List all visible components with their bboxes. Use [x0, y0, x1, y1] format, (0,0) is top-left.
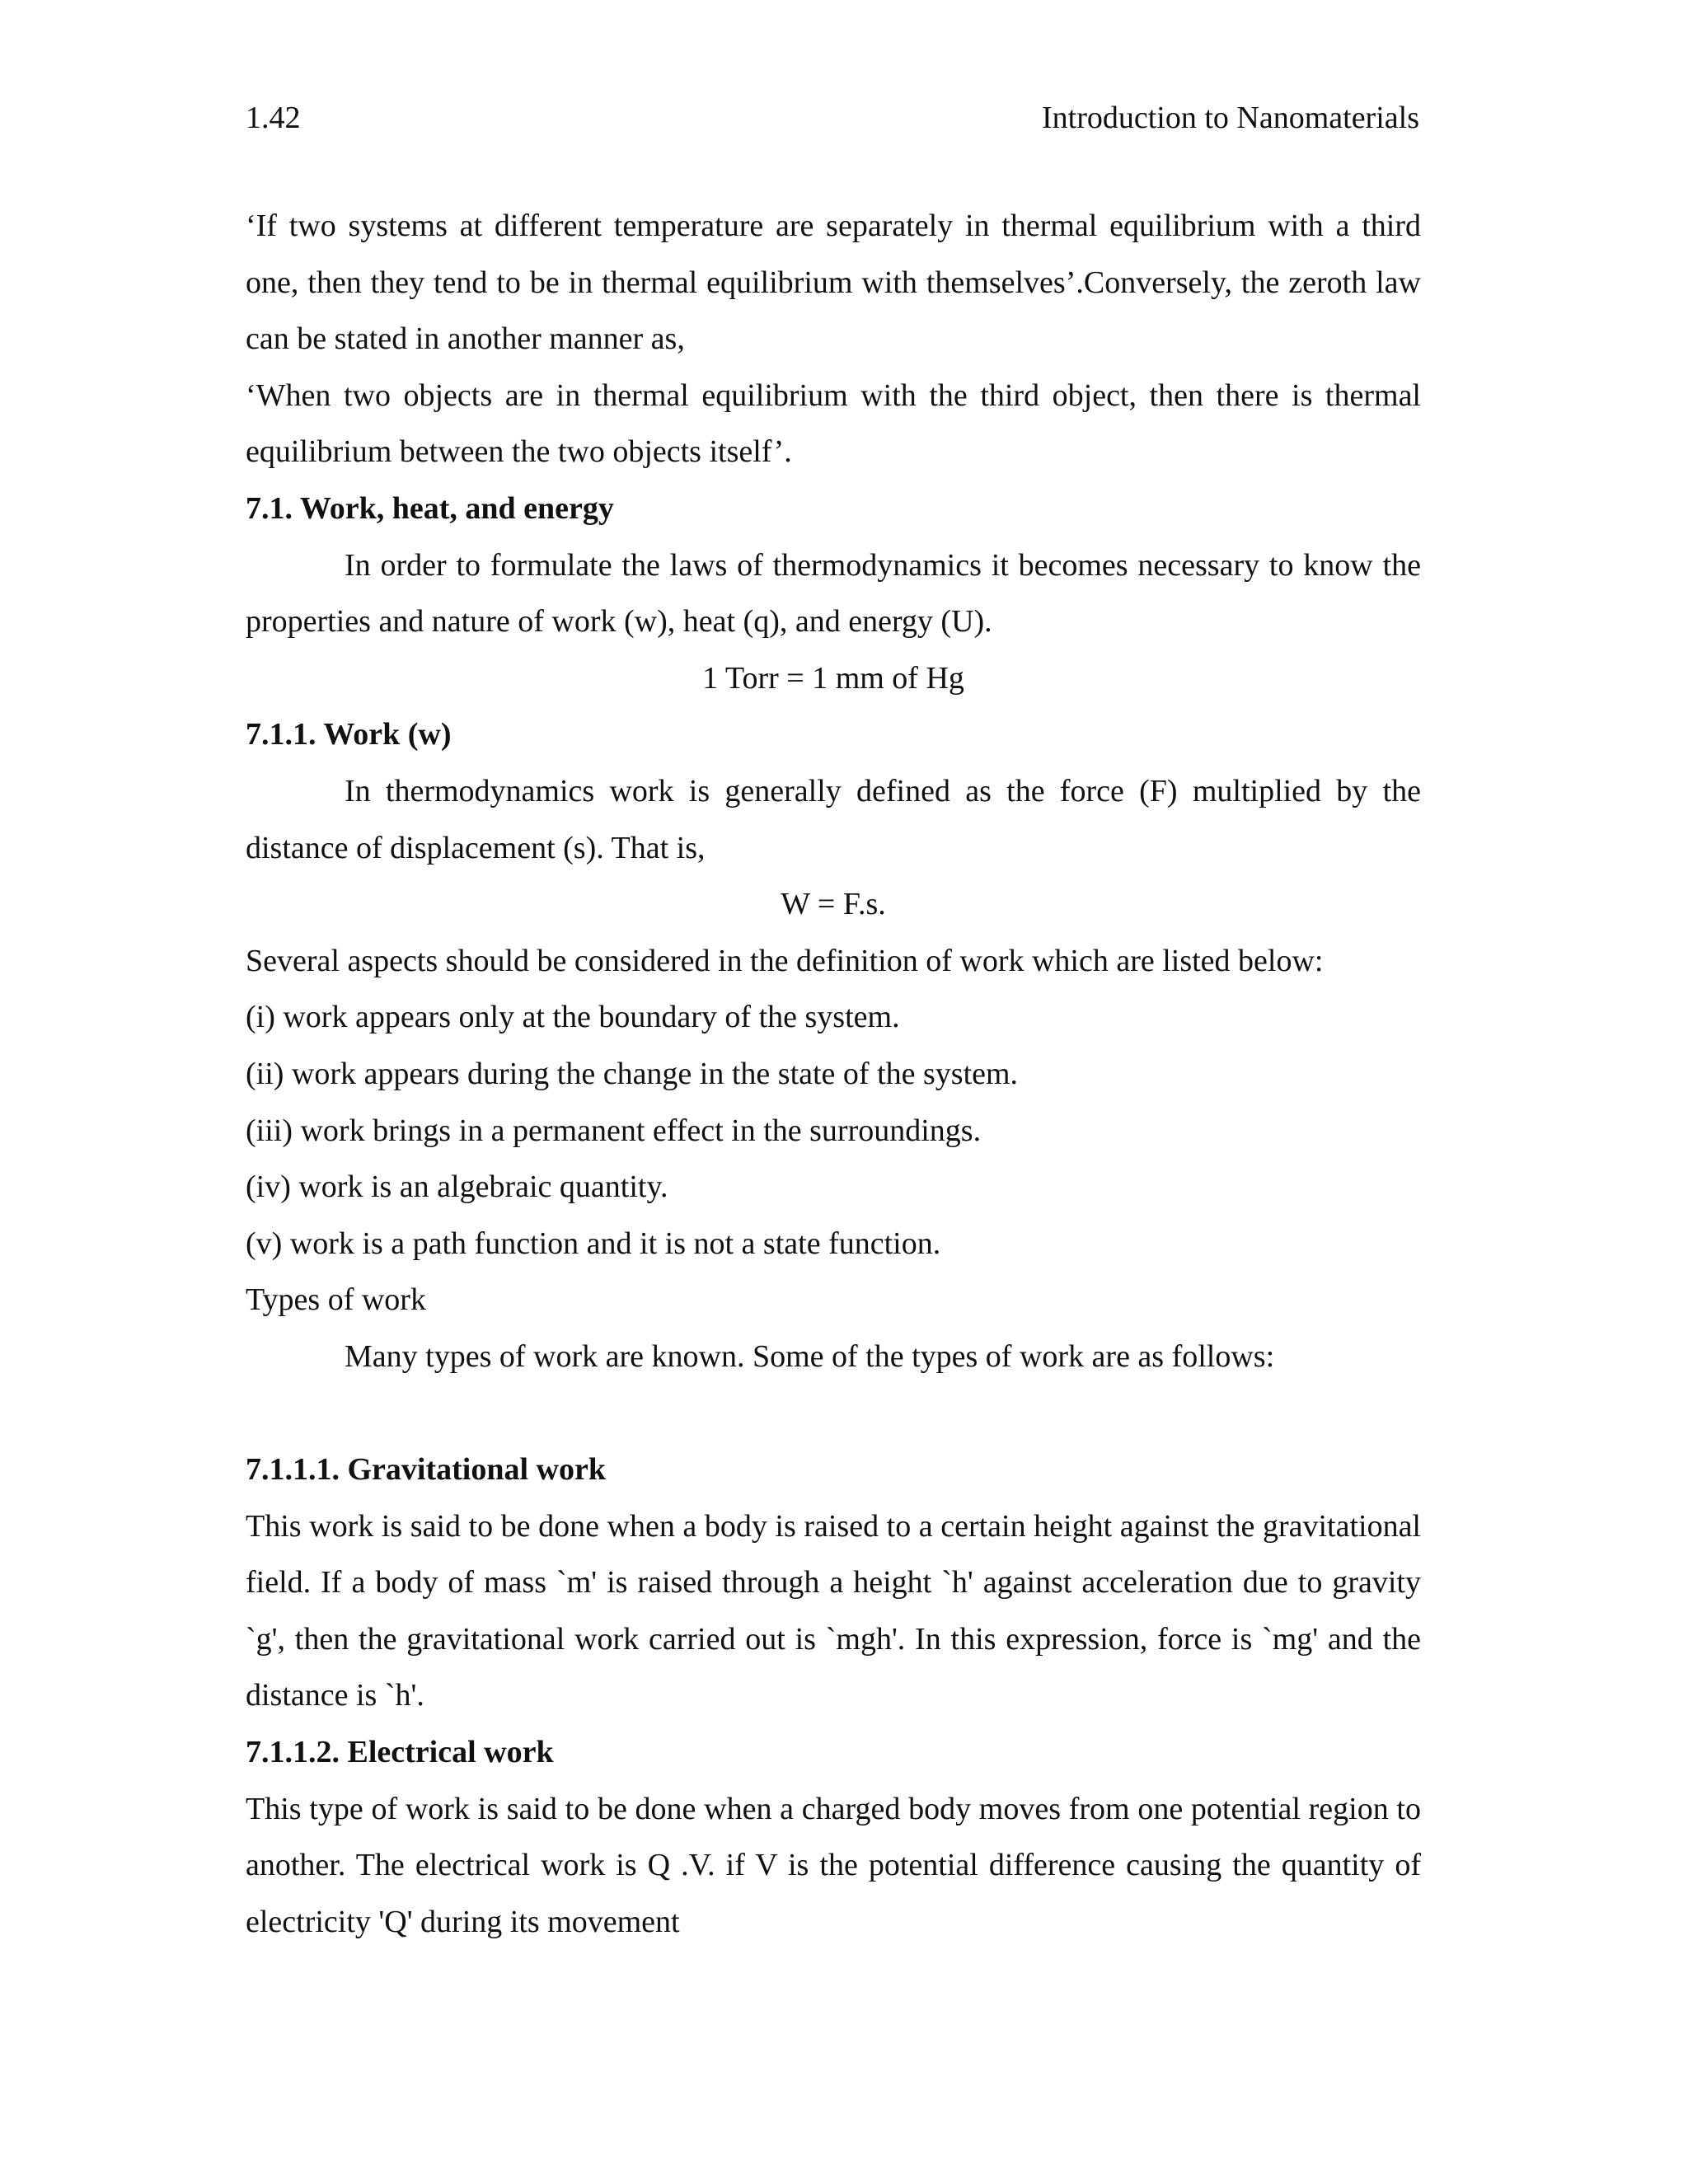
- list-item: (ii) work appears during the change in the state of the system.: [246, 1056, 1019, 1091]
- work-definition-paragraph: In thermodynamics work is generally defined as the force (F) multiplied by the distance of displacement (s). That is,: [246, 773, 1421, 865]
- aspects-intro: Several aspects should be considered in the definition of work which are listed below:: [246, 943, 1324, 978]
- list-item: (i) work appears only at the boundary of the system.: [246, 1000, 900, 1035]
- section-7-1-paragraph: In order to formulate the laws of thermodynamics it becomes necessary to know the properties and nature of work (w), heat (q), and energy (U).: [246, 547, 1421, 640]
- running-header: [246, 97, 1419, 138]
- book-title: Introduction to Nanomaterials: [1042, 101, 1419, 135]
- section-heading-7-1-1-2: 7.1.1.2. Electrical work: [246, 1735, 554, 1770]
- zeroth-law-statement: ‘If two systems at different temperature are separately in thermal equilibrium with a third one, then they tend to be in thermal equilibrium with themselves’.Conversely, the zeroth law can be stated in another manner as,: [246, 209, 1421, 357]
- section-heading-7-1: 7.1. Work, heat, and energy: [246, 490, 614, 526]
- torr-equation: 1 Torr = 1 mm of Hg: [702, 660, 964, 696]
- types-of-work-intro: Many types of work are known. Some of the types of work are as follows:: [345, 1338, 1275, 1374]
- gravitational-work-paragraph: This work is said to be done when a body is raised to a certain height against the gravitational field. If a body of mass `m' is raised through a height `h' against acceleration due to gravity `g', then the gravitational work carried out is `mgh'. In this expression, force is `mg' and the distance is `h'.: [246, 1508, 1421, 1713]
- types-of-work-label: Types of work: [246, 1282, 426, 1318]
- page-number: 1.42: [246, 101, 301, 135]
- section-heading-7-1-1: 7.1.1. Work (w): [246, 717, 452, 752]
- work-equation: W = F.s.: [781, 887, 886, 922]
- blank-line: [246, 1385, 1421, 1441]
- list-item: (iii) work brings in a permanent effect in the surroundings.: [246, 1113, 982, 1148]
- list-item: (v) work is a path function and it is not a state function.: [246, 1226, 941, 1261]
- electrical-work-paragraph: This type of work is said to be done when a charged body moves from one potential region to another. The electrical work is Q .V. if V is the potential difference causing the quantity of electricity 'Q' during its movement: [246, 1791, 1421, 1939]
- section-heading-7-1-1-1: 7.1.1.1. Gravitational work: [246, 1452, 606, 1488]
- page-body: [246, 198, 1421, 1950]
- list-item: (iv) work is an algebraic quantity.: [246, 1169, 668, 1205]
- zeroth-law-alternate: ‘When two objects are in thermal equilibrium with the third object, then there is thermal equilibrium between the two objects itself’.: [246, 377, 1421, 470]
- work-aspects-list: [246, 989, 1421, 1272]
